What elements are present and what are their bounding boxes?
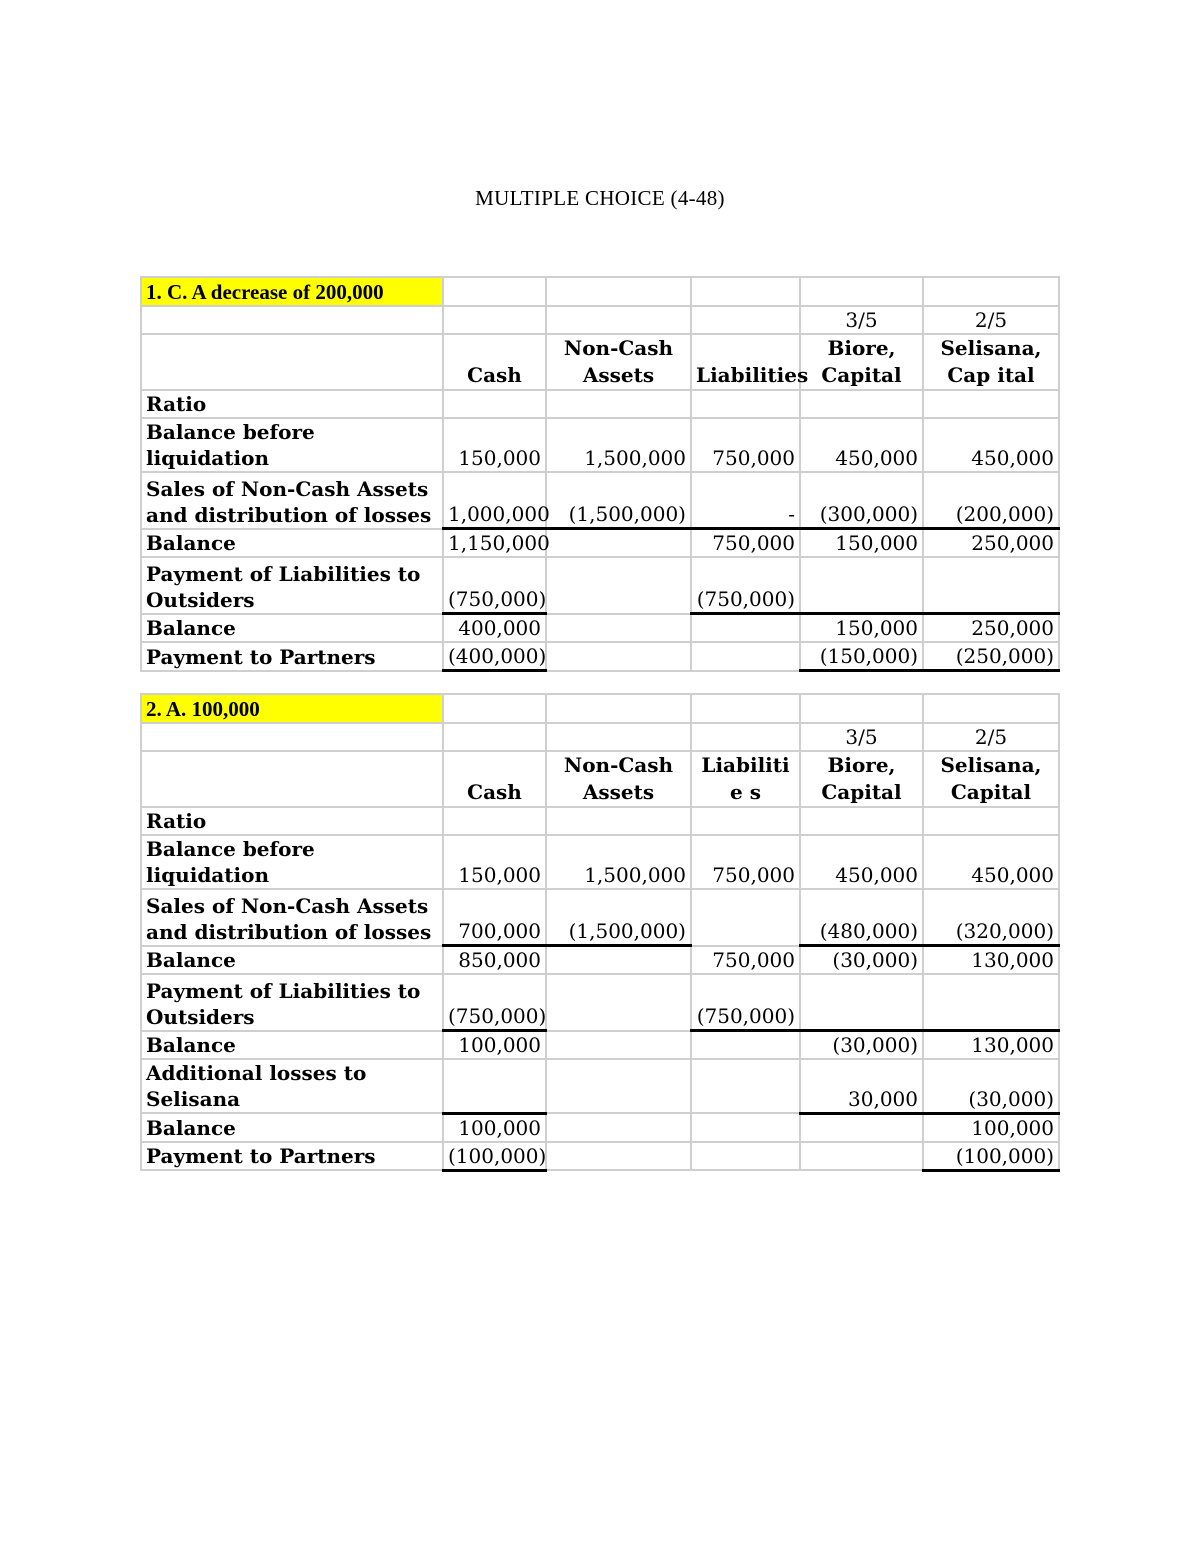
cell-noncash [546, 529, 691, 558]
col-header-selisana-capital: Selisana, Cap ital [923, 334, 1059, 390]
table-row [141, 642, 1059, 671]
row-label: Payment to Partners [141, 642, 443, 671]
cell-biore: (300,000) [800, 472, 923, 529]
table-row [141, 835, 1059, 889]
cell-liabilities: 750,000 [691, 835, 800, 889]
cell-liabilities: 750,000 [691, 946, 800, 975]
row-label: Sales of Non-Cash Assets and distribution of losses [141, 472, 443, 529]
cell-liabilities [691, 614, 800, 643]
row-label: Balance [141, 529, 443, 558]
cell-liabilities [691, 642, 800, 671]
cell-biore: 150,000 [800, 614, 923, 643]
cell-selisana: (100,000) [923, 1142, 1059, 1171]
cell-selisana: (250,000) [923, 642, 1059, 671]
biore-ratio: 3/5 [800, 723, 923, 751]
table-row [141, 1142, 1059, 1171]
table-row [141, 1031, 1059, 1060]
cell-biore: 450,000 [800, 418, 923, 472]
cell-biore: 450,000 [800, 835, 923, 889]
cell-cash: (750,000) [443, 557, 546, 614]
cell-cash: 400,000 [443, 614, 546, 643]
cell-noncash [546, 1059, 691, 1113]
cell-liabilities [691, 1142, 800, 1171]
row-label: Balance [141, 614, 443, 643]
cell-selisana: 130,000 [923, 1031, 1059, 1060]
row-label: Balance before liquidation [141, 418, 443, 472]
table-row [141, 614, 1059, 643]
row-label: Ratio [141, 807, 443, 835]
cell-noncash [546, 642, 691, 671]
row-label: Payment of Liabilities to Outsiders [141, 557, 443, 614]
cell-cash: 1,150,000 [443, 529, 546, 558]
cell-liabilities: (750,000) [691, 557, 800, 614]
cell-cash: 100,000 [443, 1031, 546, 1060]
row-label: Balance [141, 946, 443, 975]
col-header-cash: Cash [443, 334, 546, 390]
answer-label: 2. A. 100,000 [141, 694, 443, 723]
cell-liabilities: - [691, 472, 800, 529]
cell-noncash: (1,500,000) [546, 472, 691, 529]
table-row [141, 974, 1059, 1031]
cell-liabilities: 750,000 [691, 418, 800, 472]
cell-selisana: (320,000) [923, 889, 1059, 946]
cell-liabilities [691, 1031, 800, 1060]
row-label: Balance [141, 1113, 443, 1142]
liquidation-table-1 [140, 276, 1060, 672]
col-header-biore-capital: Biore, Capital [800, 751, 923, 807]
cell-cash: (750,000) [443, 974, 546, 1031]
page-title: MULTIPLE CHOICE (4-48) [475, 186, 725, 210]
table-row [141, 807, 1059, 835]
cell-biore: (30,000) [800, 1031, 923, 1060]
row-label: Balance before liquidation [141, 835, 443, 889]
table-row [141, 946, 1059, 975]
cell-cash: (100,000) [443, 1142, 546, 1171]
row-label: Balance [141, 1031, 443, 1060]
cell-selisana: 250,000 [923, 529, 1059, 558]
cell-noncash: 1,500,000 [546, 835, 691, 889]
cell-selisana: (200,000) [923, 472, 1059, 529]
table-row [141, 557, 1059, 614]
cell-cash: (400,000) [443, 642, 546, 671]
selisana-ratio: 2/5 [923, 723, 1059, 751]
cell-liabilities [691, 1113, 800, 1142]
cell-liabilities [691, 1059, 800, 1113]
col-header-biore-capital: Biore, Capital [800, 334, 923, 390]
cell-selisana: 450,000 [923, 418, 1059, 472]
cell-biore: (30,000) [800, 946, 923, 975]
cell-cash [443, 1059, 546, 1113]
cell-noncash [546, 974, 691, 1031]
answer-label: 1. C. A decrease of 200,000 [141, 277, 443, 306]
col-header-cash: Cash [443, 751, 546, 807]
col-header-selisana-capital: Selisana, Capital [923, 751, 1059, 807]
cell-selisana [923, 557, 1059, 614]
cell-cash: 1,000,000 [443, 472, 546, 529]
cell-noncash [546, 557, 691, 614]
cell-noncash: 1,500,000 [546, 418, 691, 472]
cell-cash: 850,000 [443, 946, 546, 975]
cell-biore [800, 1142, 923, 1171]
liquidation-table-2 [140, 693, 1060, 1172]
cell-cash: 150,000 [443, 418, 546, 472]
row-label: Ratio [141, 390, 443, 418]
row-label: Payment of Liabilities to Outsiders [141, 974, 443, 1031]
cell-biore [800, 557, 923, 614]
cell-cash: 150,000 [443, 835, 546, 889]
cell-biore: (480,000) [800, 889, 923, 946]
cell-noncash: (1,500,000) [546, 889, 691, 946]
cell-selisana: 450,000 [923, 835, 1059, 889]
table-row [141, 418, 1059, 472]
cell-selisana: (30,000) [923, 1059, 1059, 1113]
cell-liabilities [691, 889, 800, 946]
cell-selisana: 250,000 [923, 614, 1059, 643]
cell-cash: 700,000 [443, 889, 546, 946]
row-label: Payment to Partners [141, 1142, 443, 1171]
cell-noncash [546, 1031, 691, 1060]
cell-selisana [923, 974, 1059, 1031]
row-label: Additional losses to Selisana [141, 1059, 443, 1113]
selisana-ratio: 2/5 [923, 306, 1059, 334]
cell-noncash [546, 614, 691, 643]
cell-cash: 100,000 [443, 1113, 546, 1142]
cell-noncash [546, 1142, 691, 1171]
cell-liabilities: 750,000 [691, 529, 800, 558]
cell-biore: 30,000 [800, 1059, 923, 1113]
cell-noncash [546, 1113, 691, 1142]
cell-selisana: 100,000 [923, 1113, 1059, 1142]
col-header-liabilities: Liabilitie s [691, 751, 800, 807]
table-row [141, 390, 1059, 418]
table-row [141, 1059, 1059, 1113]
cell-biore: (150,000) [800, 642, 923, 671]
table-row [141, 529, 1059, 558]
col-header-noncash-assets: Non-Cash Assets [546, 751, 691, 807]
cell-biore [800, 974, 923, 1031]
table-row [141, 889, 1059, 946]
table-row [141, 1113, 1059, 1142]
row-label: Sales of Non-Cash Assets and distribution of losses [141, 889, 443, 946]
cell-noncash [546, 946, 691, 975]
cell-biore: 150,000 [800, 529, 923, 558]
col-header-noncash-assets: Non-Cash Assets [546, 334, 691, 390]
cell-liabilities: (750,000) [691, 974, 800, 1031]
cell-selisana: 130,000 [923, 946, 1059, 975]
col-header-liabilities: Liabilities [691, 334, 800, 390]
table-row [141, 472, 1059, 529]
cell-biore [800, 1113, 923, 1142]
biore-ratio: 3/5 [800, 306, 923, 334]
